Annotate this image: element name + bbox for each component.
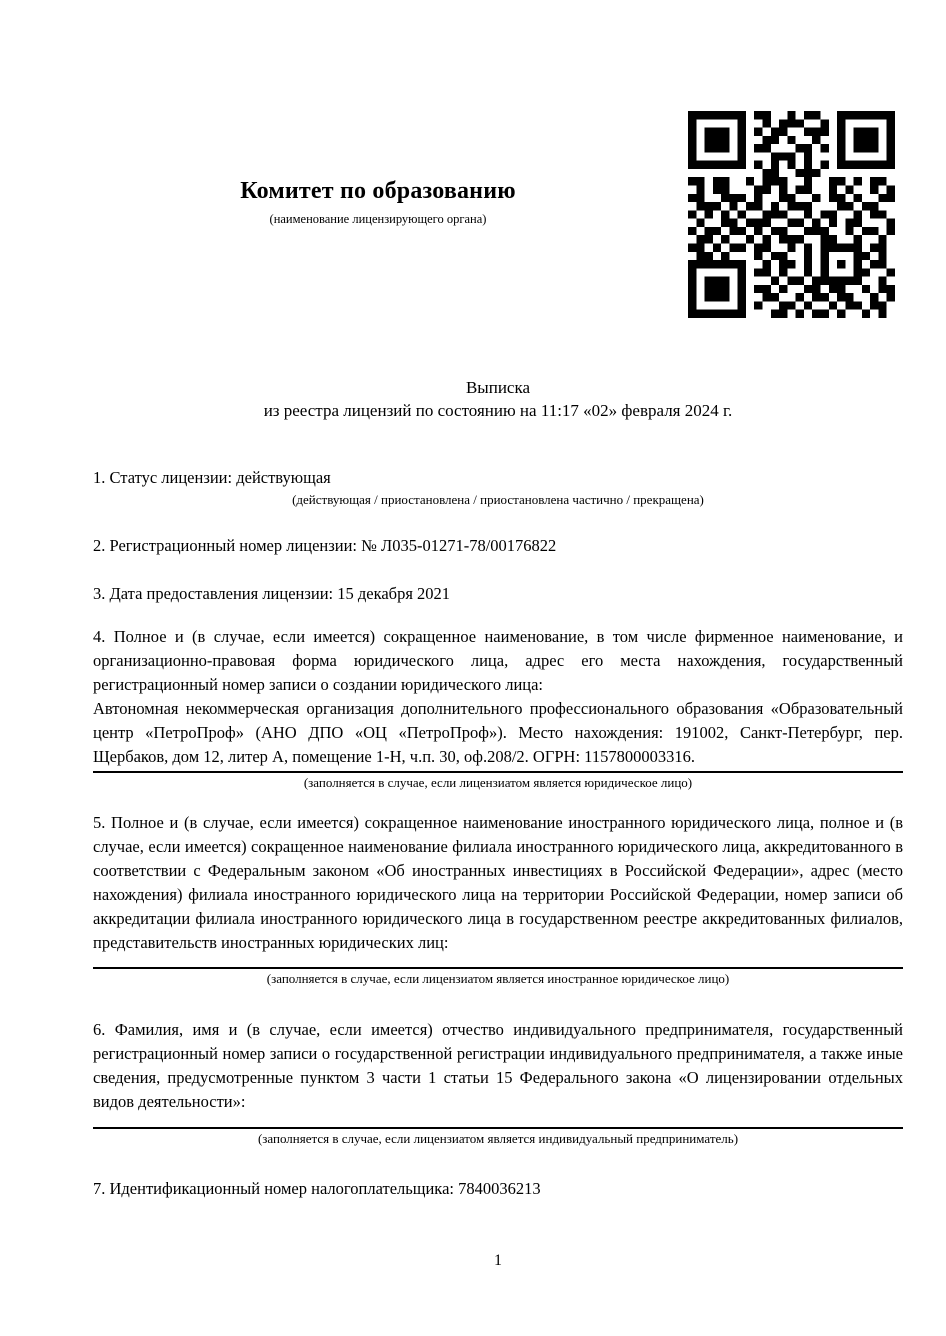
qr-code (688, 111, 895, 318)
item-6-text: 6. Фамилия, имя и (в случае, если имеется) отчество индивидуального предпринимателя, государственный регистрационный номер записи о государственной регистрации индивидуального предпринимателя, а также иные сведения, предусмотренные пунктом 3 части 1 статьи 15 Федерального закона «О лицензировании отдельных видов деятельности»: (93, 1020, 903, 1111)
document-body (93, 376, 903, 1201)
item-5-text: 5. Полное и (в случае, если имеется) сокращенное наименование иностранного юридического лица, полное и (в случае, если имеется) сокращенное наименование филиала иностранного юридического лица, аккредитованного в соответствии с Федеральным законом «Об иностранных инвестициях в Российской Федерации», адрес (место нахождения) филиала иностранного юридического лица на территории Российской Федерации, номер записи об аккредитации филиала иностранного юридического лица в государственном реестре аккредитованных филиалов, представительств иностранных юридических лиц: (93, 813, 903, 952)
licensing-authority-header (93, 178, 663, 227)
document-title-line: Выписка (465, 378, 531, 397)
document-title (93, 376, 903, 422)
item-7-text: 7. Идентификационный номер налогоплательщика: 7840036213 (93, 1179, 541, 1198)
licensing-authority-caption: (наименование лицензирующего органа) (269, 211, 487, 226)
page-number: 1 (494, 1252, 502, 1269)
licensing-authority-name: Комитет по образованию (240, 178, 516, 204)
item-1-note: (действующая / приостановлена / приостановлена частично / прекращена) (292, 492, 704, 507)
document-subtitle-date-line: из реестра лицензий по состоянию на 11:17 «02» февраля 2024 г. (263, 401, 733, 420)
item-3-text: 3. Дата предоставления лицензии: 15 декабря 2021 (93, 584, 451, 603)
item-4-note: (заполняется в случае, если лицензиатом является юридическое лицо) (303, 775, 693, 790)
item-4-text: 4. Полное и (в случае, если имеется) сокращенное наименование, в том числе фирменное наименование, и организационно-правовая форма юридического лица, адрес его места нахождения, государственный регистрационный номер записи о создании юридического лица: (93, 627, 903, 694)
item-4-legal-entity-name (93, 625, 903, 791)
item-6-individual-entrepreneur (93, 1018, 903, 1147)
item-5-fill-line (93, 967, 903, 969)
item-4-value: Автономная некоммерческая организация дополнительного профессионального образования «Образовательный центр «ПетроПроф» (АНО ДПО «ОЦ «ПетроПроф»). Место нахождения: 191002, Санкт-Петербург, пер. Щербаков, дом 12, литер А, помещение 1-Н, ч.п. 30, оф.208/2. ОГРН: 1157800003316. (93, 699, 903, 766)
item-2-registration-number (93, 534, 903, 558)
item-5-foreign-entity-name (93, 811, 903, 987)
item-4-fill-line (93, 771, 903, 773)
item-6-fill-line (93, 1127, 903, 1129)
item-7-taxpayer-number (93, 1177, 903, 1201)
item-2-text: 2. Регистрационный номер лицензии: № Л035-01271-78/00176822 (93, 536, 557, 555)
item-1-license-status (93, 466, 903, 508)
item-5-note: (заполняется в случае, если лицензиатом является иностранное юридическое лицо) (266, 971, 730, 986)
item-1-text: 1. Статус лицензии: действующая (93, 468, 331, 487)
item-6-note: (заполняется в случае, если лицензиатом является индивидуальный предприниматель) (257, 1131, 739, 1146)
item-3-license-grant-date (93, 582, 903, 606)
